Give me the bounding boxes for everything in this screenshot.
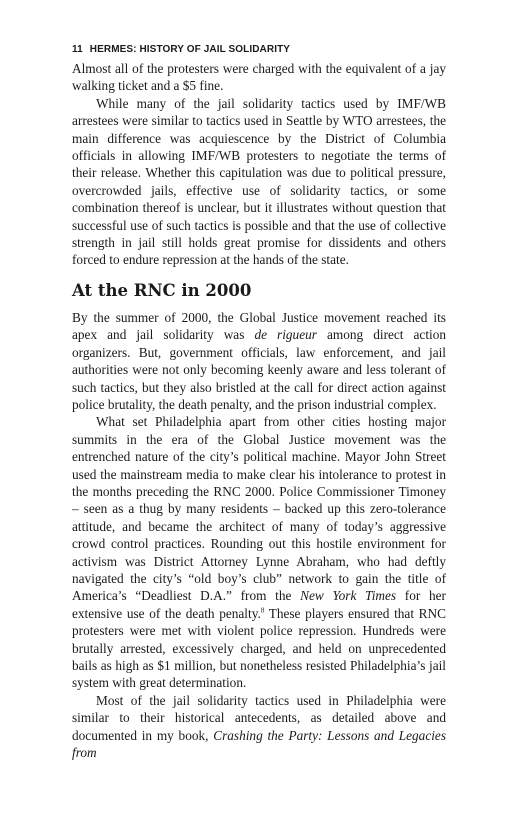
paragraph-3 (72, 309, 446, 413)
paragraph-4-text-a: What set Philadelphia apart from other cities hosting major summits in the era of the Global Justice movement was the entrenched nature of the city’s political machine. Mayor John Street used the mainstream media to make clear his intolerance to protest in the months preceding the RNC 2000. Police Commissioner Timoney – seen as a thug by many residents – backed up this zero-tolerance attitude, and became the architect of many of today’s aggressive crowd control practices. Rounding out this hostile environment for activism was District Attorney Lynne Abraham, who had deftly navigated the city’s “old boy’s club” network to gain the title of America’s “Deadliest D.A.” from the (72, 414, 446, 604)
page (72, 44, 446, 761)
paragraph-3-italic: de rigueur (254, 327, 317, 343)
paragraph-3-text-a: By the summer of 2000, the Global Justice movement reached its apex and jail solidarity was (72, 309, 446, 343)
paragraph-1: Almost all of the protesters were charged with the equivalent of a jay walking ticket and a $5 fine. (72, 61, 446, 94)
paragraph-3-text-b: among direct action organizers. But, government officials, law enforcement, and jail authorities were not only becoming keenly aware and less tolerant of such tactics, but they also bristled at the call for direct action against police brutality, the death penalty, and the prison industrial complex. (72, 327, 447, 412)
paragraph-2: While many of the jail solidarity tactics used by IMF/WB arrestees were similar to tactics used in Seattle by WTO arrestees, the main difference was acquiescence by the District of Columbia officials in allowing IMF/WB protesters to negotiate the terms of their release. Whether this capitulation was due to political pressure, overcrowded jails, effective use of solidarity tactics, or some combination thereof is unclear, but it illustrates without question that successful use of such tactics is possible and that the use of collective strength in jail still holds great promise for dissidents and others forced to endure repression at the hands of the state. (72, 95, 446, 268)
paragraph-5-italic: Crashing the Party: Lessons and Legacies from (72, 727, 446, 761)
paragraph-5-text-a: Most of the jail solidarity tactics used in Philadelphia were similar to their historical antecedents, as detailed above and documented in my book, (72, 692, 446, 743)
running-title: HERMES: HISTORY OF JAIL SOLIDARITY (89, 44, 291, 55)
footnote-marker: 8 (260, 606, 265, 615)
section-heading: At the RNC in 2000 (72, 280, 252, 300)
paragraph-4 (72, 413, 446, 692)
page-number: 11 (72, 44, 83, 55)
paragraph-4-text-c: These players ensured that RNC protesters were met with violent police repression. Hundreds were brutally arrested, excessively charged, and held on unprecedented bails as high as $1 million, but nonetheless resisted Philadelphia’s jail system with great determination. (72, 605, 446, 691)
running-header (72, 44, 446, 55)
paragraph-5 (72, 692, 446, 762)
paragraph-4-text-b: for her extensive use of the death penalty. (72, 588, 446, 621)
paragraph-4-italic: New York Times (300, 588, 397, 604)
